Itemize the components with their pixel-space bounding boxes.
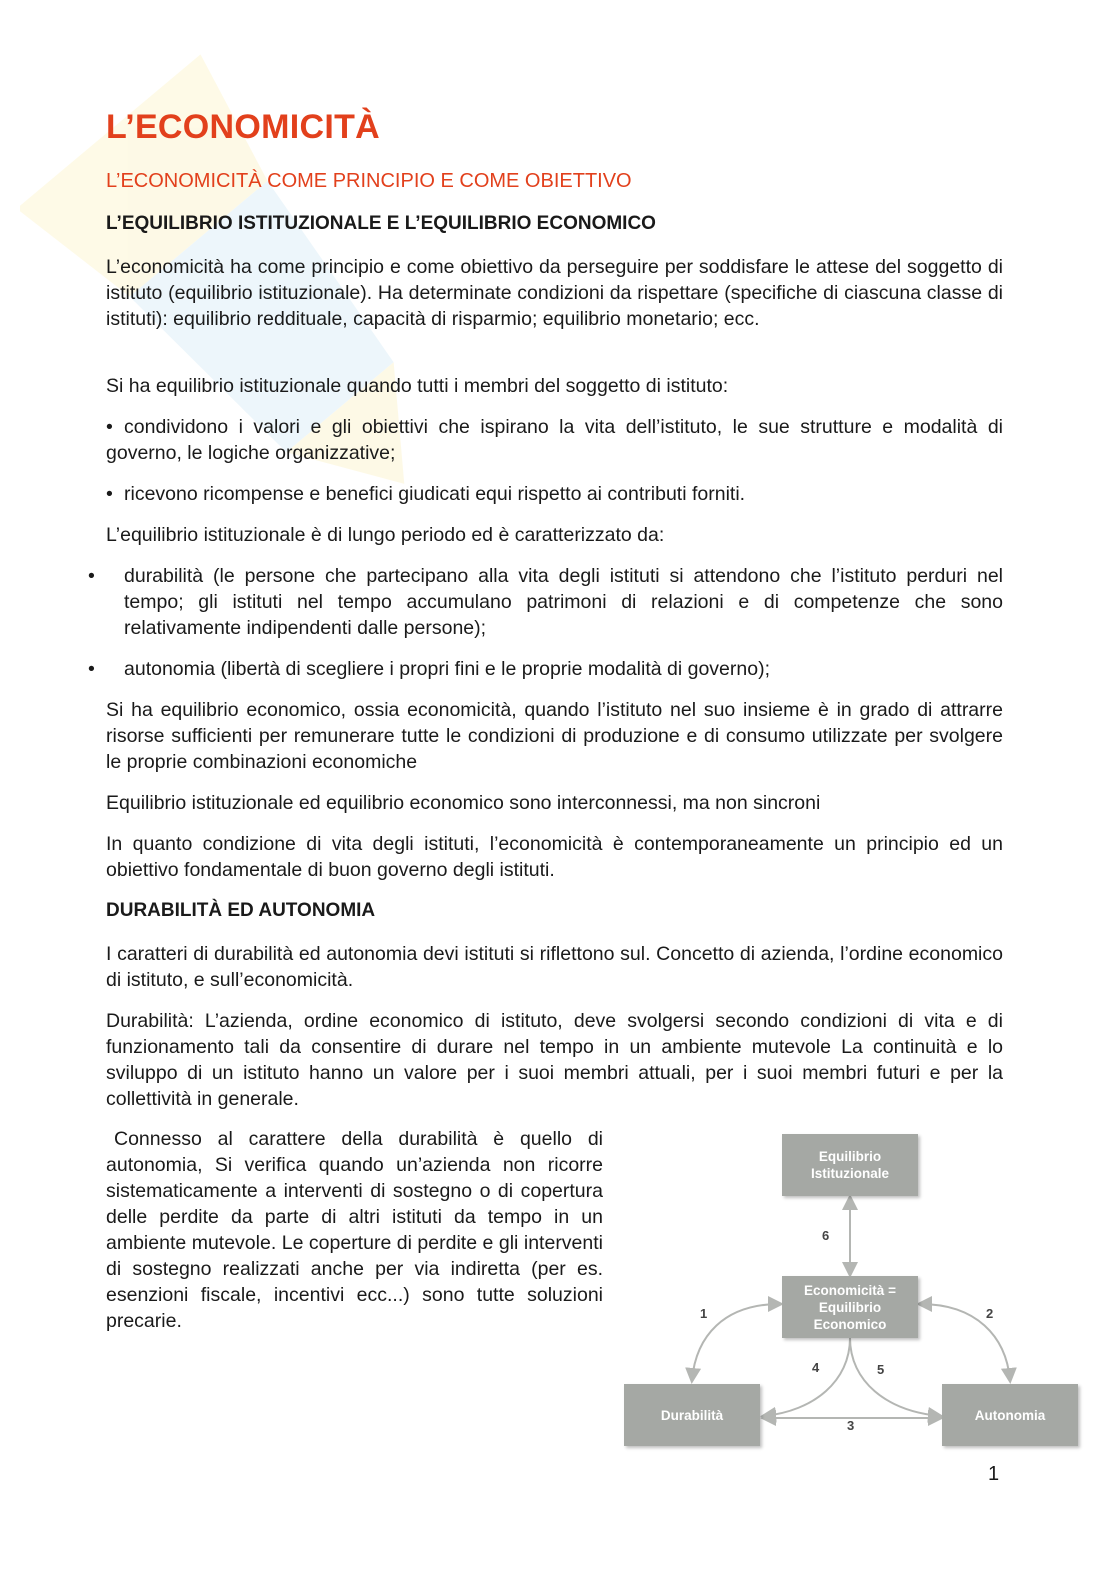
- section-heading-equilibrio: L’EQUILIBRIO ISTITUZIONALE E L’EQUILIBRIO ECONOMICO: [106, 213, 656, 234]
- paragraph-9: Connesso al carattere della durabilità è quello di autonomia, Si verifica quando un’azienda non ricorre sistematicamente a interventi di sostegno o di copertura delle perdite da parte di altri istituti da tempo in un ambiente mutevole. Le coperture di perdite e gli interventi di sostegno realizzati anche per via indiretta (per es. esenzioni fiscale, incentivi ecc...) sono tutte soluzioni precarie.: [106, 1128, 603, 1332]
- paragraph-1: L’economicità ha come principio e come obiettivo da perseguire per soddisfare le attese del soggetto di istituto (equilibrio istituzionale). Ha determinate condizioni da rispettare (specifiche di ciascuna classe di istituti): equilibrio reddituale, capacità di risparmio; equilibrio monetario; ecc.: [106, 256, 1003, 330]
- page-subtitle: L’ECONOMICITÀ COME PRINCIPIO E COME OBIETTIVO: [106, 170, 632, 192]
- node-economicita: Economicità = Equilibrio Economico: [782, 1276, 918, 1338]
- paragraph-3: L’equilibrio istituzionale è di lungo periodo ed è caratterizzato da:: [106, 524, 665, 546]
- page-number: 1: [988, 1463, 1000, 1485]
- section-heading-durabilita: DURABILITÀ ED AUTONOMIA: [106, 900, 376, 921]
- arrow-label-3: 3: [847, 1418, 855, 1433]
- arrow-5: [850, 1338, 940, 1416]
- node-equilibrio-istituzionale: Equilibrio Istituzionale: [782, 1134, 918, 1196]
- arrow-label-6: 6: [822, 1228, 830, 1243]
- paragraph-6: In quanto condizione di vita degli istituti, l’economicità è contemporaneamente un principio ed un obiettivo fondamentale di buon governo degli istituti.: [106, 833, 1003, 881]
- bullet-autonomia: • autonomia (libertà di scegliere i propri fini e le proprie modalità di governo);: [88, 658, 770, 680]
- arrow-4: [764, 1338, 850, 1416]
- page-title: L’ECONOMICITÀ: [106, 108, 381, 146]
- node-autonomia: Autonomia: [942, 1384, 1078, 1446]
- arrow-label-5: 5: [877, 1362, 885, 1377]
- bullet-condividono: • condividono i valori e gli obiettivi che ispirano la vita dell’istituto, le sue strutture e modalità di governo, le logiche organizzative;: [106, 416, 1003, 464]
- paragraph-8: Durabilità: L’azienda, ordine economico di istituto, deve svolgersi secondo condizioni di vita e di funzionamento tali da consentire di durare nel tempo in un ambiente mutevole La continuità e lo sviluppo di un istituto hanno un valore per i suoi membri attuali, per i suoi membri futuri e per la collettività in generale.: [106, 1010, 1003, 1110]
- economicita-diagram: [614, 1126, 1084, 1456]
- paragraph-7: I caratteri di durabilità ed autonomia devi istituti si riflettono sul. Concetto di azienda, l’ordine economico di istituto, e sull’economicità.: [106, 943, 1003, 991]
- paragraph-4: Si ha equilibrio economico, ossia economicità, quando l’istituto nel suo insieme è in grado di attrarre risorse sufficienti per remunerare tutte le condizioni di produzione e di consumo utilizzate per svolgere le proprie combinazioni economiche: [106, 699, 1003, 773]
- bullet-ricevono: • ricevono ricompense e benefici giudicati equi rispetto ai contributi forniti.: [106, 483, 746, 505]
- bullet-dot: •: [106, 483, 113, 505]
- paragraph-2: Si ha equilibrio istituzionale quando tutti i membri del soggetto di istituto:: [106, 375, 729, 397]
- arrow-label-1: 1: [700, 1306, 708, 1321]
- arrow-2: [920, 1304, 1010, 1380]
- arrow-label-2: 2: [986, 1306, 994, 1321]
- arrow-label-4: 4: [812, 1360, 820, 1375]
- bullet-dot: •: [88, 658, 95, 680]
- paragraph-5: Equilibrio istituzionale ed equilibrio economico sono interconnessi, ma non sincroni: [106, 792, 821, 814]
- bullet-dot: •: [88, 565, 95, 587]
- bullet-durabilita: • durabilità (le persone che partecipano alla vita degli istituti si attendono che l’istituto perduri nel tempo; gli istituti nel tempo accumulano patrimoni di relazioni e di competenze che sono relativamente indipendenti dalle persone);: [88, 565, 1003, 639]
- node-durabilita: Durabilità: [624, 1384, 760, 1446]
- bullet-dot: •: [106, 416, 113, 438]
